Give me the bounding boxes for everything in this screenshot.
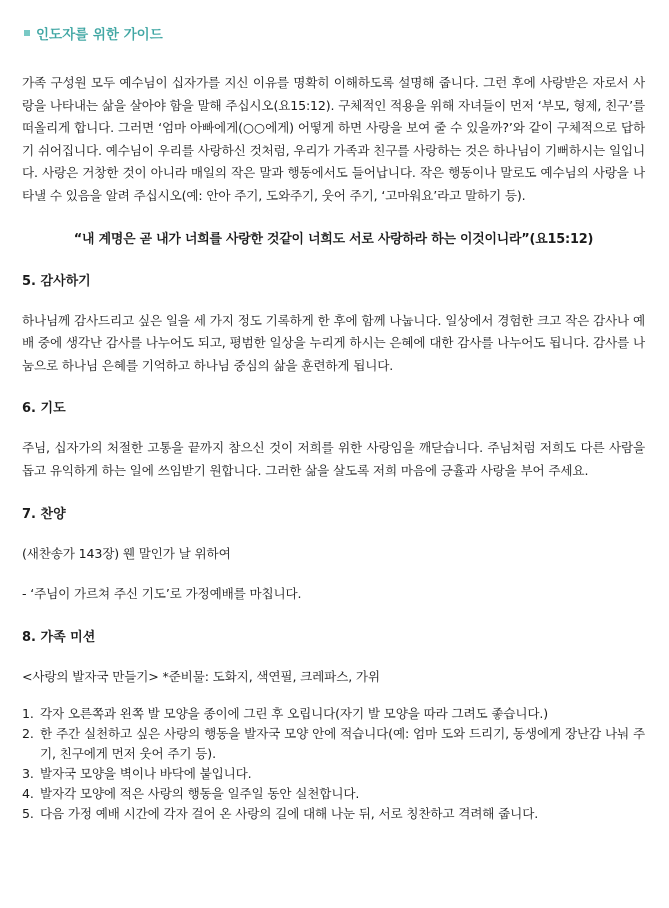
mission-steps-list (22, 704, 645, 824)
section-title-praise: 7. 찬양 (22, 506, 66, 522)
mission-materials: <사랑의 발자국 만들기> *준비물: 도화지, 색연필, 크레파스, 가위 (22, 668, 380, 684)
section-title-mission: 8. 가족 미션 (22, 629, 96, 645)
closing-line: - ‘주님이 가르쳐 주신 기도’로 가정예배를 마칩니다. (22, 586, 302, 602)
guide-heading: 인도자를 위한 가이드 (36, 27, 163, 43)
scripture-verse: “내 계명은 곧 내가 너희를 사랑한 것같이 너희도 서로 사랑하라 하는 이것이니라”(요15:12) (73, 231, 594, 247)
step-text: 다음 가정 예배 시간에 각자 걸어 온 사랑의 길에 대해 나눈 뒤, 서로 칭찬하고 격려해 줍니다. (40, 806, 539, 822)
section-title-thanks: 5. 감사하기 (22, 273, 91, 289)
step-text: 한 주간 실천하고 싶은 사랑의 행동을 발자국 모양 안에 적습니다(예: 엄마 도와 드리기, 동생에게 장난감 나눠 주기, 친구에게 먼저 웃어 주기 등). (40, 726, 645, 762)
square-bullet-icon (24, 30, 30, 36)
step-number: 5. (22, 806, 34, 822)
step-text: 발자국 모양을 벽이나 바닥에 붙입니다. (40, 766, 252, 782)
step-text: 각자 오른쪽과 왼쪽 발 모양을 종이에 그린 후 오립니다(자기 발 모양을 따라 그려도 좋습니다.) (40, 706, 549, 722)
hymn-line: (새찬송가 143장) 웬 말인가 날 위하여 (22, 545, 231, 561)
step-number: 1. (22, 706, 34, 722)
guide-header (22, 22, 645, 44)
step-number: 2. (22, 726, 34, 742)
list-item (22, 704, 645, 724)
step-number: 3. (22, 766, 34, 782)
step-text: 발자각 모양에 적은 사랑의 행동을 일주일 동안 실천합니다. (40, 786, 360, 802)
list-item (22, 724, 645, 764)
section-title-prayer: 6. 기도 (22, 401, 66, 417)
list-item (22, 784, 645, 804)
thanks-paragraph: 하나님께 감사드리고 싶은 일을 세 가지 정도 기록하게 한 후에 함께 나눕니다. 일상에서 경험한 크고 작은 감사나 예배 중에 생각난 감사를 나누어도 되고, 평범한 일상을 누리게 하시는 은혜에 대한 감사를 나누어도 됩니다. 감사를 나눔으로 하나님 은혜를 기억하고 하나님 중심의 삶을 훈련하게 됩니다. (22, 312, 645, 373)
list-item (22, 804, 645, 824)
prayer-paragraph: 주님, 십자가의 처절한 고통을 끝까지 참으신 것이 저희를 위한 사랑임을 깨닫습니다. 주님처럼 저희도 다른 사람을 돕고 유익하게 하는 일에 쓰임받기 원합니다. 그러한 삶을 살도록 저희 마음에 긍휼과 사랑을 부어 주세요. (22, 440, 645, 478)
guide-intro-paragraph: 가족 구성원 모두 예수님이 십자가를 지신 이유를 명확히 이해하도록 설명해 줍니다. 그런 후에 사랑받은 자로서 사랑을 나타내는 삶을 살아야 함을 말해 주십시오(요15:12). 구체적인 적용을 위해 자녀들이 먼저 ‘부모, 형제, 친구’를 떠올리게 합니다. 그러면 ‘엄마 아빠에게(○○에게) 어떻게 하면 사랑을 보여 줄 수 있을까?’와 같이 구체적으로 답하기 쉬어집니다. 예수님이 우리를 사랑하신 것처럼, 우리가 가족과 친구를 사랑하는 것은 하나님이 기뻐하시는 일입니다. 사랑은 거창한 것이 아니라 매일의 작은 말과 행동에서도 들어납니다. 작은 행동이나 말로도 예수님의 사랑을 나타낼 수 있음을 알려 주십시오(예: 안아 주기, 도와주기, 웃어 주기, ‘고마워요’라고 말하기 등). (22, 75, 645, 203)
list-item (22, 764, 645, 784)
step-number: 4. (22, 786, 34, 802)
